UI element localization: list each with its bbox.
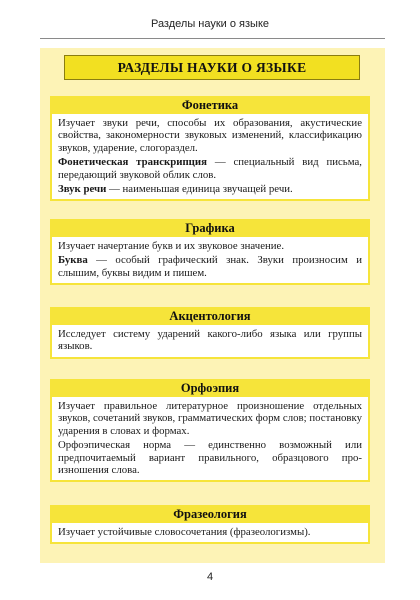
- card-title-phraseology: Фразеология: [173, 507, 247, 521]
- letter-definition: — особый графический знак. Звуки произносим и слышим, буквы видим и пишем.: [58, 254, 362, 279]
- card-title-accentology: Акцентология: [169, 309, 251, 323]
- card-body-phonetics: [52, 114, 368, 199]
- phonetics-sound-paragraph: [58, 183, 362, 195]
- card-body-phraseology: [52, 523, 368, 542]
- card-orthoepy: [50, 379, 370, 482]
- card-title-phonetics: Фонетика: [181, 98, 239, 112]
- phonetic-transcription-definition: — специальный вид письма, передающий звуковой облик слов.: [58, 156, 362, 181]
- running-head: Разделы науки о языке: [150, 18, 270, 30]
- term-phonetic-transcription: Фонетическая транскрипция: [58, 156, 207, 169]
- card-phonetics: [50, 96, 370, 201]
- card-body-graphics: [52, 237, 368, 283]
- orthoepy-norm-paragraph: Орфоэпическая норма — единственно возможный или предпочитаемый вариант правильного, образцового произношения слова.: [58, 439, 362, 477]
- card-phraseology: [50, 505, 370, 544]
- graphics-description: Изучает начертание букв и их звуковое значение.: [58, 240, 285, 252]
- card-body-orthoepy: [52, 397, 368, 480]
- card-accentology: [50, 307, 370, 359]
- accentology-description: Исследует систему ударений какого-либо языка или группы языков.: [58, 328, 362, 353]
- phonetics-description: Изучает звуки речи, способы их образования, акустические свойства, закономерности звуковых изменений, классификацию звуков, ударение, слогораздел.: [58, 117, 362, 154]
- header-rule: [40, 38, 385, 39]
- phonetics-transcription-paragraph: [58, 156, 362, 181]
- graphics-letter-paragraph: [58, 254, 362, 279]
- page-number: 4: [206, 571, 214, 583]
- card-title-graphics: Графика: [185, 221, 235, 235]
- orthoepy-description: Изучает правильное литературное произношение отдельных звуков, сочетаний звуков, грамматических форм слов; постановку ударения в словах и формах.: [58, 400, 362, 437]
- term-speech-sound: Звук речи: [58, 183, 107, 196]
- phraseology-description: Изучает устойчивые словосочетания (фразеологизмы).: [58, 526, 311, 538]
- page-title: РАЗДЕЛЫ НАУКИ О ЯЗЫКЕ: [64, 55, 360, 80]
- card-graphics: [50, 219, 370, 285]
- card-title-orthoepy: Орфоэпия: [180, 381, 240, 395]
- card-body-accentology: [52, 325, 368, 357]
- speech-sound-definition: — наименьшая единица звучащей речи.: [106, 183, 293, 196]
- term-letter: Буква: [58, 254, 88, 267]
